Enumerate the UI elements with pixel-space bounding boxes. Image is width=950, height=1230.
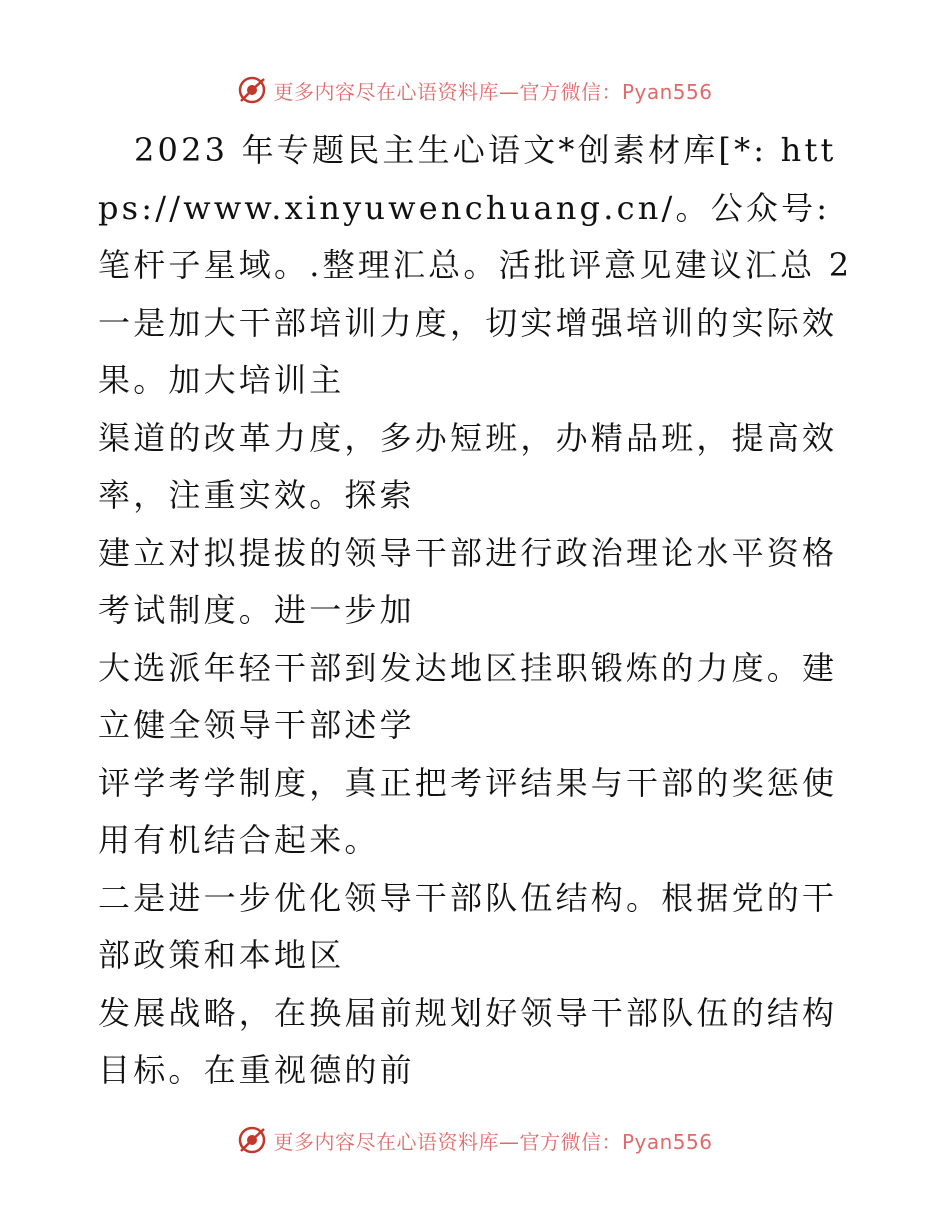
- paragraph: 建立对拟提拔的领导干部进行政治理论水平资格考试制度。进一步加: [98, 533, 838, 629]
- header-banner: [0, 70, 950, 110]
- footer-banner-text: 更多内容尽在心语资料库—官方微信：Pyan556: [273, 1129, 713, 1154]
- pen-circle-logo-icon: [237, 1125, 267, 1155]
- paragraph: 渠道的改革力度，多办短班，办精品班，提高效率，注重实效。探索: [98, 418, 838, 514]
- body-text: [98, 122, 858, 1100]
- footer-banner: [0, 1120, 950, 1160]
- paragraph: 2023 年专题民主生心语文*创素材库[*: https://www.xinyuwenchuang.cn/。公众号: 笔杆子星域。.整理汇总。活批评意见建议汇总 2: [98, 131, 853, 284]
- paragraph: 大选派年轻干部到发达地区挂职锻炼的力度。建立健全领导干部述学: [98, 648, 838, 744]
- paragraph: 二是进一步优化领导干部队伍结构。根据党的干部政策和本地区: [98, 878, 838, 974]
- paragraph: 发展战略，在换届前规划好领导干部队伍的结构目标。在重视德的前: [98, 993, 838, 1089]
- pen-circle-logo-icon: [237, 75, 267, 105]
- header-banner-text: 更多内容尽在心语资料库—官方微信：Pyan556: [273, 79, 713, 104]
- paragraph: 一是加大干部培训力度，切实增强培训的实际效果。加大培训主: [98, 303, 838, 399]
- paragraph: 评学考学制度，真正把考评结果与干部的奖惩使用有机结合起来。: [98, 763, 838, 859]
